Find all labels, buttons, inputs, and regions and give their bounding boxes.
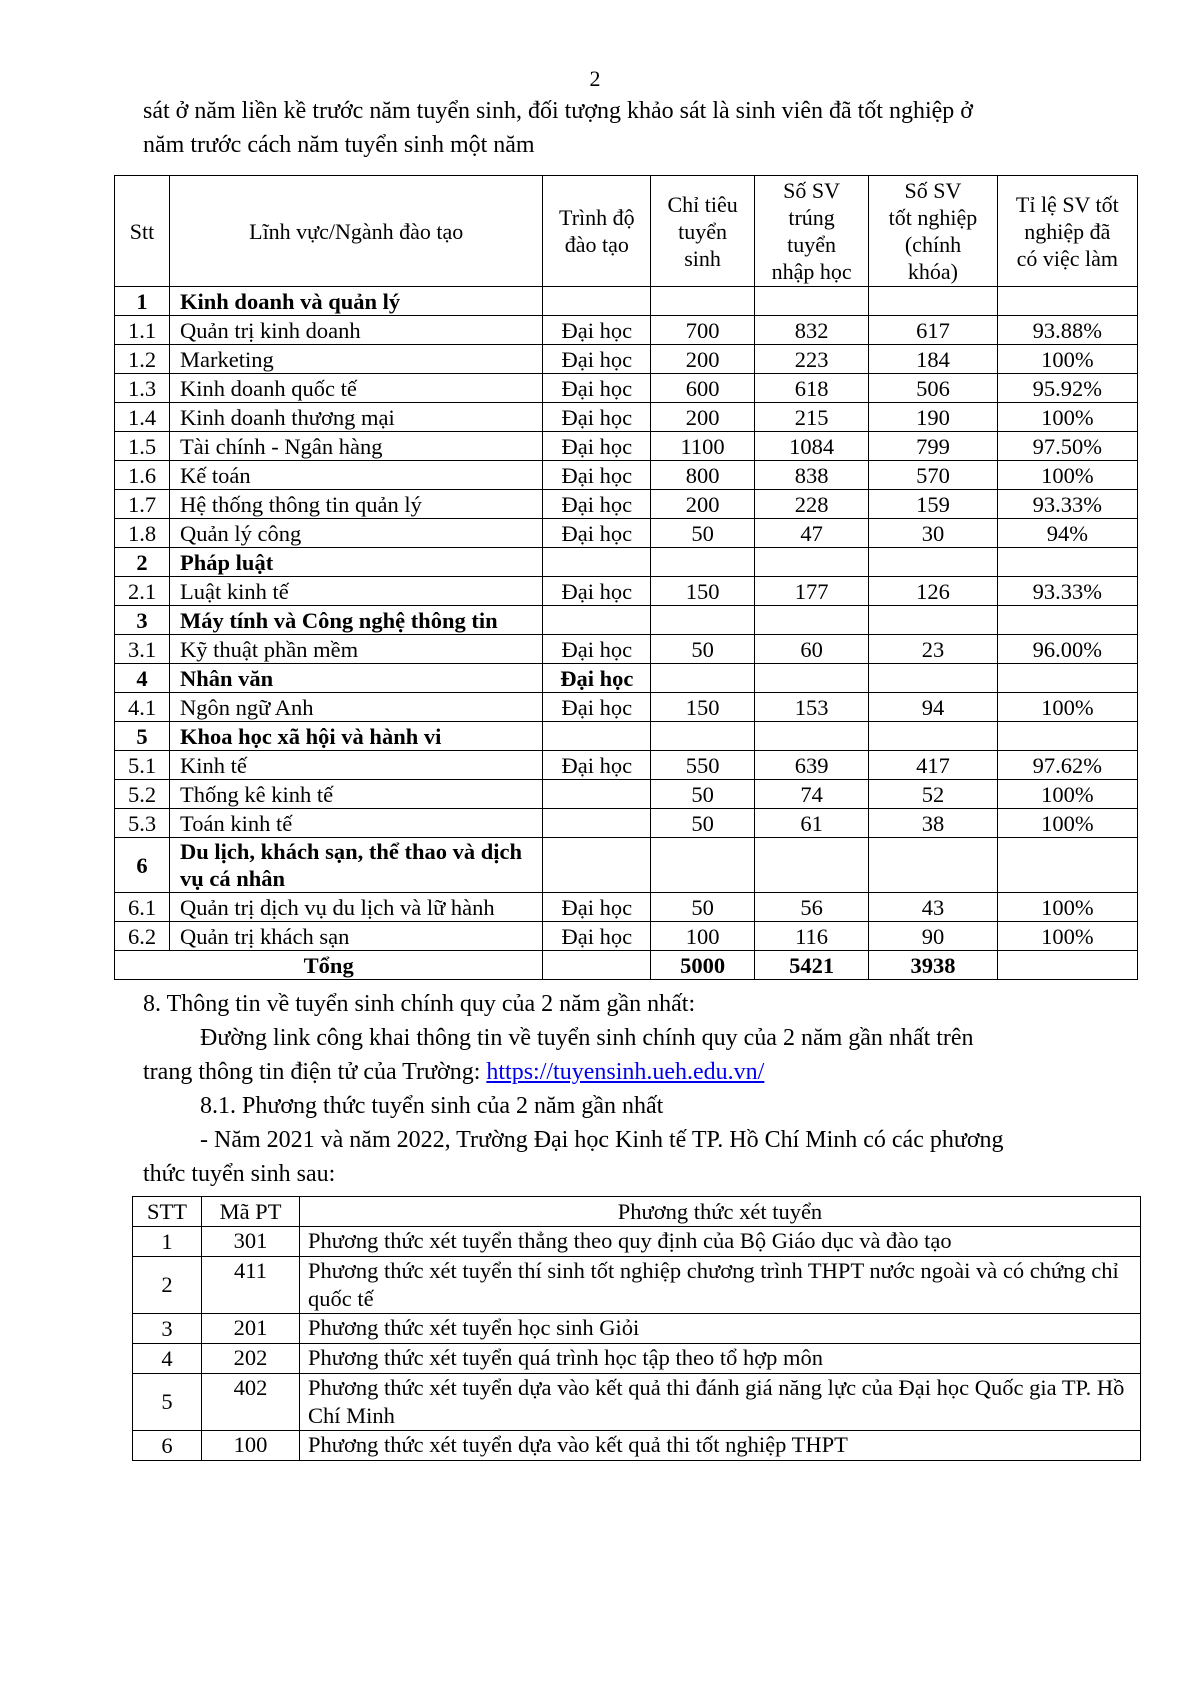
table-row	[115, 490, 1138, 519]
cell-admitted: 177	[754, 577, 868, 606]
total-quota: 5000	[651, 951, 755, 980]
table-row	[133, 1344, 1141, 1374]
cell-graduated: 417	[869, 751, 997, 780]
cell-field-name: Khoa học xã hội và hành vi	[170, 722, 543, 751]
cell-graduated	[869, 548, 997, 577]
cell-stt: 1.8	[115, 519, 170, 548]
cell-graduated: 23	[869, 635, 997, 664]
methods-intro-line: thức tuyển sinh sau:	[143, 1161, 336, 1187]
cell-quota: 1100	[651, 432, 755, 461]
cell-stt: 1.3	[115, 374, 170, 403]
cell-employment-rate: 100%	[997, 922, 1137, 951]
table-header-row	[133, 1197, 1141, 1227]
table-group-row	[115, 664, 1138, 693]
cell-admitted: 639	[754, 751, 868, 780]
table-group-row	[115, 838, 1138, 893]
cell-quota: 150	[651, 577, 755, 606]
table-group-row	[115, 548, 1138, 577]
cell-admitted: 74	[754, 780, 868, 809]
cell-field-name: Thống kê kinh tế	[170, 780, 543, 809]
cell-graduated	[869, 606, 997, 635]
cell-stt: 5	[115, 722, 170, 751]
cell-level: Đại học	[543, 403, 651, 432]
cell-graduated: 159	[869, 490, 997, 519]
cell-employment-rate: 97.50%	[997, 432, 1137, 461]
cell-stt: 5.2	[115, 780, 170, 809]
table-row	[115, 751, 1138, 780]
cell-quota: 200	[651, 345, 755, 374]
cell-quota: 50	[651, 780, 755, 809]
table-row	[115, 345, 1138, 374]
total-admitted: 5421	[754, 951, 868, 980]
page-number: 2	[589, 66, 601, 91]
cell-stt: 6.2	[115, 922, 170, 951]
cell-graduated: 570	[869, 461, 997, 490]
cell-level	[543, 722, 651, 751]
cell-quota: 550	[651, 751, 755, 780]
cell-employment-rate	[997, 664, 1137, 693]
cell-quota: 50	[651, 519, 755, 548]
cell-field-name: Pháp luật	[170, 548, 543, 577]
table-row	[133, 1431, 1141, 1461]
total-row	[115, 951, 1138, 980]
table-row	[115, 461, 1138, 490]
cell-stt: 1.1	[115, 316, 170, 345]
cell-stt: 1	[133, 1227, 202, 1257]
cell-field-name: Tài chính - Ngân hàng	[170, 432, 543, 461]
table-row	[115, 635, 1138, 664]
table-row	[115, 316, 1138, 345]
intro-paragraph	[143, 94, 1083, 162]
cell-graduated: 52	[869, 780, 997, 809]
cell-stt: 1	[115, 287, 170, 316]
header-admitted: Số SV trúng tuyển nhập học	[754, 176, 868, 287]
cell-admitted: 618	[754, 374, 868, 403]
cell-admitted	[754, 606, 868, 635]
cell-level	[543, 548, 651, 577]
cell-employment-rate: 100%	[997, 780, 1137, 809]
cell-graduated	[869, 664, 997, 693]
cell-employment-rate: 94%	[997, 519, 1137, 548]
cell-field-name: Kỹ thuật phần mềm	[170, 635, 543, 664]
cell-admitted: 1084	[754, 432, 868, 461]
cell-employment-rate: 100%	[997, 693, 1137, 722]
cell-level: Đại học	[543, 577, 651, 606]
cell-method-code: 411	[202, 1257, 300, 1314]
cell-level: Đại học	[543, 664, 651, 693]
cell-quota: 200	[651, 490, 755, 519]
cell-stt: 6	[115, 838, 170, 893]
header-quota: Chỉ tiêu tuyển sinh	[651, 176, 755, 287]
cell-field-name: Quản trị khách sạn	[170, 922, 543, 951]
cell-admitted: 56	[754, 893, 868, 922]
admissions-website-link[interactable]: https://tuyensinh.ueh.edu.vn/	[486, 1059, 765, 1085]
cell-stt: 3	[115, 606, 170, 635]
cell-field-name: Kinh doanh và quản lý	[170, 287, 543, 316]
intro-line: năm trước cách năm tuyển sinh một năm	[143, 132, 535, 158]
cell-level: Đại học	[543, 432, 651, 461]
cell-graduated: 617	[869, 316, 997, 345]
intro-line: sát ở năm liền kề trước năm tuyển sinh, đối tượng khảo sát là sinh viên đã tốt nghiệp ở	[143, 98, 973, 124]
table-row	[115, 693, 1138, 722]
cell-quota	[651, 838, 755, 893]
section-8	[143, 987, 1083, 1191]
header-stt: Stt	[115, 176, 170, 287]
cell-level: Đại học	[543, 345, 651, 374]
cell-field-name: Ngôn ngữ Anh	[170, 693, 543, 722]
cell-field-name: Marketing	[170, 345, 543, 374]
table-row	[133, 1374, 1141, 1431]
cell-quota: 200	[651, 403, 755, 432]
cell-admitted: 228	[754, 490, 868, 519]
table-group-row	[115, 287, 1138, 316]
header-field: Lĩnh vực/Ngành đào tạo	[170, 176, 543, 287]
cell-admitted: 116	[754, 922, 868, 951]
cell-employment-rate	[997, 606, 1137, 635]
cell-quota	[651, 548, 755, 577]
total-label: Tổng	[115, 951, 543, 980]
cell-method: Phương thức xét tuyển học sinh Giỏi	[300, 1314, 1141, 1344]
cell-graduated: 799	[869, 432, 997, 461]
cell-level	[543, 606, 651, 635]
cell-employment-rate: 100%	[997, 461, 1137, 490]
cell-field-name: Toán kinh tế	[170, 809, 543, 838]
cell-quota: 50	[651, 893, 755, 922]
table-row	[115, 519, 1138, 548]
cell-admitted: 61	[754, 809, 868, 838]
table-row	[115, 893, 1138, 922]
cell-level: Đại học	[543, 519, 651, 548]
cell-stt: 4.1	[115, 693, 170, 722]
cell-employment-rate: 95.92%	[997, 374, 1137, 403]
table-row	[115, 577, 1138, 606]
cell-method-code: 100	[202, 1431, 300, 1461]
cell-admitted	[754, 664, 868, 693]
table-row	[115, 432, 1138, 461]
link-paragraph-line: Đường link công khai thông tin về tuyển sinh chính quy của 2 năm gần nhất trên	[200, 1025, 974, 1051]
cell-employment-rate: 93.33%	[997, 577, 1137, 606]
cell-stt: 2	[133, 1257, 202, 1314]
cell-field-name: Kinh doanh thương mại	[170, 403, 543, 432]
cell-level: Đại học	[543, 751, 651, 780]
cell-level: Đại học	[543, 374, 651, 403]
cell-quota: 150	[651, 693, 755, 722]
cell-stt: 2.1	[115, 577, 170, 606]
cell-stt: 6.1	[115, 893, 170, 922]
cell-stt: 1.2	[115, 345, 170, 374]
header-level: Trình độ đào tạo	[543, 176, 651, 287]
cell-stt: 5.3	[115, 809, 170, 838]
cell-quota	[651, 722, 755, 751]
methods-intro-line: - Năm 2021 và năm 2022, Trường Đại học Kinh tế TP. Hồ Chí Minh có các phương	[200, 1127, 1004, 1153]
cell-field-name: Kinh doanh quốc tế	[170, 374, 543, 403]
cell-stt: 1.5	[115, 432, 170, 461]
cell-method-code: 301	[202, 1227, 300, 1257]
cell-field-name: Máy tính và Công nghệ thông tin	[170, 606, 543, 635]
cell-employment-rate	[997, 838, 1137, 893]
cell-field-name: Quản trị kinh doanh	[170, 316, 543, 345]
cell-method: Phương thức xét tuyển dựa vào kết quả thi tốt nghiệp THPT	[300, 1431, 1141, 1461]
cell-graduated: 30	[869, 519, 997, 548]
cell-level	[543, 780, 651, 809]
cell-level: Đại học	[543, 693, 651, 722]
cell-employment-rate: 100%	[997, 893, 1137, 922]
cell-graduated: 184	[869, 345, 997, 374]
cell-employment-rate: 100%	[997, 345, 1137, 374]
cell-field-name: Luật kinh tế	[170, 577, 543, 606]
header-method-code: Mã PT	[202, 1197, 300, 1227]
cell-admitted	[754, 838, 868, 893]
cell-quota: 700	[651, 316, 755, 345]
table-row	[133, 1257, 1141, 1314]
cell-graduated: 506	[869, 374, 997, 403]
cell-level: Đại học	[543, 922, 651, 951]
cell-admitted: 223	[754, 345, 868, 374]
total-level	[543, 951, 651, 980]
cell-level: Đại học	[543, 490, 651, 519]
cell-employment-rate	[997, 548, 1137, 577]
cell-level	[543, 809, 651, 838]
cell-stt: 3.1	[115, 635, 170, 664]
cell-graduated: 38	[869, 809, 997, 838]
cell-quota	[651, 287, 755, 316]
cell-admitted: 215	[754, 403, 868, 432]
cell-quota: 800	[651, 461, 755, 490]
cell-employment-rate	[997, 722, 1137, 751]
cell-quota	[651, 606, 755, 635]
cell-field-name: Quản lý công	[170, 519, 543, 548]
cell-level: Đại học	[543, 635, 651, 664]
cell-graduated: 126	[869, 577, 997, 606]
cell-employment-rate	[997, 287, 1137, 316]
section-8-1-heading: 8.1. Phương thức tuyển sinh của 2 năm gần nhất	[200, 1093, 664, 1119]
cell-graduated: 43	[869, 893, 997, 922]
cell-graduated	[869, 722, 997, 751]
table-header-row	[115, 176, 1138, 287]
cell-graduated	[869, 287, 997, 316]
cell-quota: 100	[651, 922, 755, 951]
cell-stt: 6	[133, 1431, 202, 1461]
cell-field-name: Kế toán	[170, 461, 543, 490]
table-group-row	[115, 722, 1138, 751]
cell-method: Phương thức xét tuyển thẳng theo quy định của Bộ Giáo dục và đào tạo	[300, 1227, 1141, 1257]
cell-graduated: 90	[869, 922, 997, 951]
cell-admitted: 60	[754, 635, 868, 664]
link-paragraph-line: trang thông tin điện tử của Trường: https://tuyensinh.ueh.edu.vn/	[143, 1059, 765, 1085]
cell-level	[543, 287, 651, 316]
cell-field-name: Hệ thống thông tin quản lý	[170, 490, 543, 519]
graduate-employment-table	[114, 175, 1138, 980]
cell-employment-rate: 93.33%	[997, 490, 1137, 519]
cell-method: Phương thức xét tuyển thí sinh tốt nghiệp chương trình THPT nước ngoài và có chứng chỉ quốc tế	[300, 1257, 1141, 1314]
cell-stt: 5	[133, 1374, 202, 1431]
cell-stt: 3	[133, 1314, 202, 1344]
header-graduated: Số SV tốt nghiệp (chính khóa)	[869, 176, 997, 287]
cell-stt: 4	[133, 1344, 202, 1374]
cell-field-name: Nhân văn	[170, 664, 543, 693]
header-stt: STT	[133, 1197, 202, 1227]
cell-level: Đại học	[543, 461, 651, 490]
cell-stt: 5.1	[115, 751, 170, 780]
table-row	[115, 374, 1138, 403]
cell-graduated: 94	[869, 693, 997, 722]
cell-level	[543, 838, 651, 893]
table-row	[115, 922, 1138, 951]
cell-admitted	[754, 548, 868, 577]
cell-admitted: 47	[754, 519, 868, 548]
table-group-row	[115, 606, 1138, 635]
cell-method: Phương thức xét tuyển quá trình học tập theo tổ hợp môn	[300, 1344, 1141, 1374]
cell-employment-rate: 100%	[997, 403, 1137, 432]
section-8-heading: 8. Thông tin về tuyển sinh chính quy của 2 năm gần nhất:	[143, 991, 696, 1017]
cell-quota: 50	[651, 635, 755, 664]
cell-level: Đại học	[543, 893, 651, 922]
header-employment-rate: Tỉ lệ SV tốt nghiệp đã có việc làm	[997, 176, 1137, 287]
cell-admitted	[754, 287, 868, 316]
cell-admitted: 153	[754, 693, 868, 722]
cell-method-code: 402	[202, 1374, 300, 1431]
cell-employment-rate: 93.88%	[997, 316, 1137, 345]
cell-field-name: Kinh tế	[170, 751, 543, 780]
cell-quota	[651, 664, 755, 693]
cell-field-name: Quản trị dịch vụ du lịch và lữ hành	[170, 893, 543, 922]
cell-admitted	[754, 722, 868, 751]
cell-employment-rate: 96.00%	[997, 635, 1137, 664]
cell-quota: 50	[651, 809, 755, 838]
cell-stt: 2	[115, 548, 170, 577]
cell-stt: 1.6	[115, 461, 170, 490]
header-method: Phương thức xét tuyển	[300, 1197, 1141, 1227]
cell-graduated	[869, 838, 997, 893]
cell-stt: 1.4	[115, 403, 170, 432]
cell-field-name: Du lịch, khách sạn, thể thao và dịch vụ cá nhân	[170, 838, 543, 893]
table-row	[115, 403, 1138, 432]
cell-employment-rate: 97.62%	[997, 751, 1137, 780]
total-rate	[997, 951, 1137, 980]
table-row	[115, 780, 1138, 809]
cell-method-code: 202	[202, 1344, 300, 1374]
cell-method-code: 201	[202, 1314, 300, 1344]
cell-stt: 1.7	[115, 490, 170, 519]
table-row	[115, 809, 1138, 838]
cell-admitted: 838	[754, 461, 868, 490]
cell-employment-rate: 100%	[997, 809, 1137, 838]
table-row	[133, 1314, 1141, 1344]
cell-stt: 4	[115, 664, 170, 693]
admission-methods-table	[132, 1196, 1141, 1461]
cell-method: Phương thức xét tuyển dựa vào kết quả thi đánh giá năng lực của Đại học Quốc gia TP. Hồ Chí Minh	[300, 1374, 1141, 1431]
cell-level: Đại học	[543, 316, 651, 345]
table-row	[133, 1227, 1141, 1257]
cell-quota: 600	[651, 374, 755, 403]
cell-admitted: 832	[754, 316, 868, 345]
cell-graduated: 190	[869, 403, 997, 432]
total-graduated: 3938	[869, 951, 997, 980]
